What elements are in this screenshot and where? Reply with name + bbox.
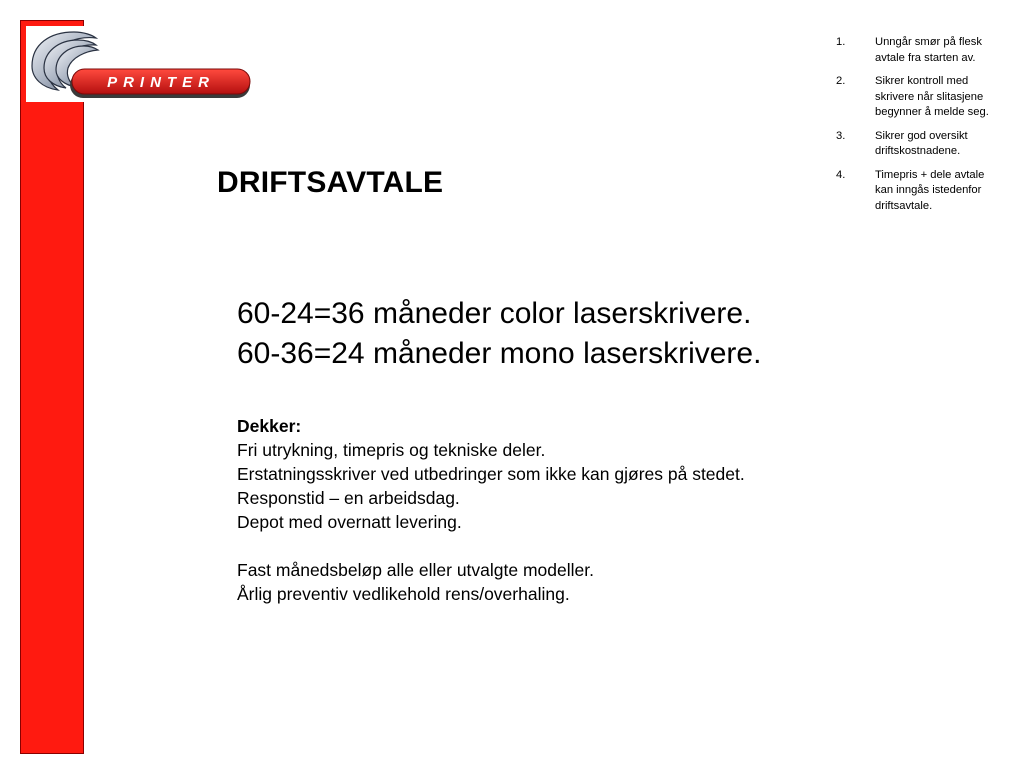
highlight-lines (237, 294, 761, 374)
paragraph-gap (237, 534, 857, 558)
note-text: Unngår smør på flesk avtale fra starten av. (875, 36, 982, 64)
notes-list (836, 35, 992, 222)
logo-wordmark: PRINTER (107, 74, 215, 91)
note-number: 1. (836, 36, 846, 48)
note-number: 2. (836, 75, 846, 87)
highlight-line: 60-36=24 måneder mono laserskrivere. (237, 337, 762, 370)
logo-graphic (26, 26, 256, 102)
coverage-section (237, 414, 857, 606)
page-title: DRIFTSAVTALE (217, 166, 444, 199)
note-item (836, 129, 992, 160)
coverage-item: Depot med overnatt levering. (237, 512, 462, 532)
note-item (836, 35, 992, 66)
coverage-item: Erstatningsskriver ved utbedringer som ikke kan gjøres på stedet. (237, 464, 745, 484)
note-item (836, 168, 992, 215)
coverage-heading: Dekker: (237, 416, 302, 436)
note-text: Sikrer kontroll med skrivere når slitasjene begynner å melde seg. (875, 75, 989, 118)
red-sidebar-bar (20, 20, 84, 754)
note-number: 4. (836, 168, 846, 181)
note-number: 3. (836, 129, 846, 142)
note-text: Timepris + dele avtale kan inngås istedenfor driftsavtale. (875, 168, 985, 212)
extra-item: Årlig preventiv vedlikehold rens/overhaling. (237, 584, 570, 604)
printer-logo (26, 26, 256, 102)
note-item (836, 74, 992, 121)
note-text: Sikrer god oversikt driftskostnadene. (875, 129, 968, 157)
highlight-line: 60-24=36 måneder color laserskrivere. (237, 297, 752, 330)
extra-item: Fast månedsbeløp alle eller utvalgte modeller. (237, 560, 594, 580)
coverage-item: Fri utrykning, timepris og tekniske deler. (237, 440, 546, 460)
coverage-item: Responstid – en arbeidsdag. (237, 488, 460, 508)
